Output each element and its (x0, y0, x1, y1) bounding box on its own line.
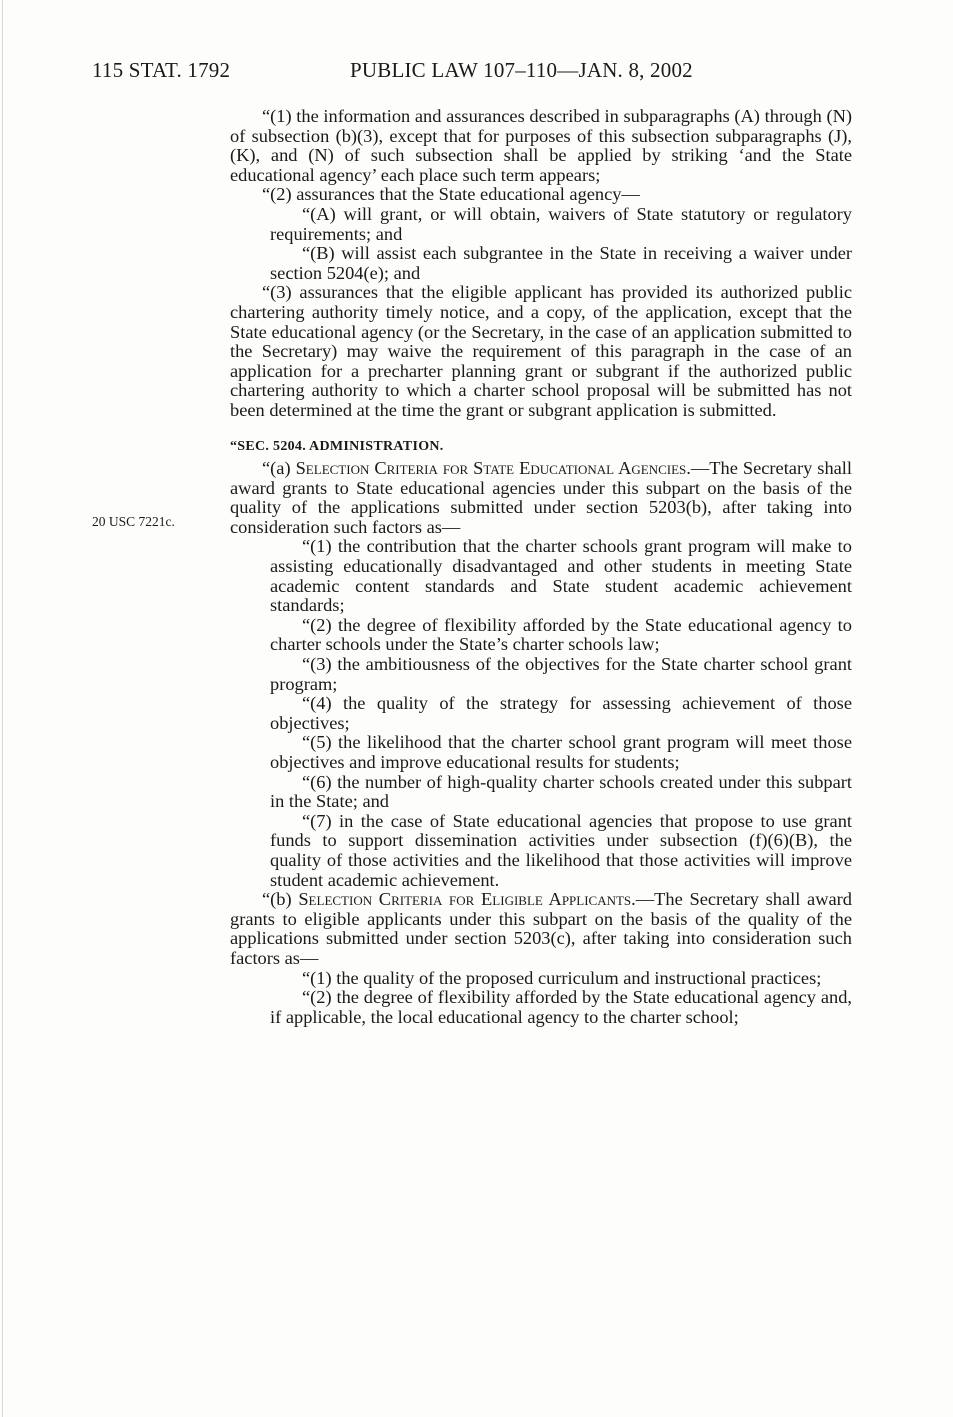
paragraph-1: “(1) the information and assurances described in subparagraphs (A) through (N) of subsection (b)(3), except that for purposes of this subsection subparagraphs (J), (K), and (N) of such subsection shall be applied by striking ‘and the State educational agency’ each place such term appears; (230, 106, 852, 185)
page-number: 115 STAT. 1792 (92, 58, 231, 82)
paragraph-3: “(3) assurances that the eligible applicant has provided its authorized public chartering authority timely notice, and a copy, of the application, except that the State educational agency (or the Secretary, in the case of an application submitted to the Secretary) may waive the requirement of this paragraph in the case of an application for a precharter planning grant or subgrant if the authorized public chartering authority to which a charter school proposal will be submitted has not been determined at the time the grant or subgrant application is submitted. (230, 282, 852, 420)
paragraph-2: “(2) assurances that the State educational agency— (262, 184, 640, 205)
page-header (92, 58, 852, 86)
margin-citation: 20 USC 7221c. (92, 514, 175, 529)
subsection-a (230, 459, 852, 537)
subparagraph-b: “(B) will assist each subgrantee in the State in receiving a waiver under section 5204(e); and (270, 243, 852, 283)
criterion-a-5: “(5) the likelihood that the charter school grant program will meet those objectives and improve educational results for students; (270, 732, 852, 772)
criterion-a-3: “(3) the ambitiousness of the objectives for the State charter school grant program; (270, 654, 852, 694)
criterion-a-4: “(4) the quality of the strategy for assessing achievement of those objectives; (270, 693, 852, 733)
subsection-b-caption: Selection Criteria for Eligible Applicants. (298, 889, 636, 910)
criterion-b-1: “(1) the quality of the proposed curriculum and instructional practices; (302, 967, 822, 988)
section-heading: “SEC. 5204. ADMINISTRATION. (230, 438, 444, 454)
criterion-b-2: “(2) the degree of flexibility afforded by the State educational agency and, if applicable, the local educational agency to the charter school; (270, 987, 852, 1027)
criterion-a-2: “(2) the degree of flexibility afforded by the State educational agency to charter schools under the State’s charter schools law; (270, 614, 852, 655)
subsection-b-prefix: “(b) (262, 889, 299, 910)
criterion-a-1: “(1) the contribution that the charter schools grant program will make to assisting educationally disadvantaged and other students in meeting State academic content standards and State student academic achievement standards; (270, 536, 852, 616)
subsection-a-caption: Selection Criteria for State Educational Agencies. (295, 458, 691, 479)
running-head: PUBLIC LAW 107–110—JAN. 8, 2002 (350, 58, 693, 82)
subsection-a-text: —The Secretary shall award grants to State educational agencies under this subpart on the basis of the quality of the applications submitted under section 5203(b), after taking into consideration such factors as— (230, 458, 853, 537)
subsection-b (230, 890, 852, 968)
subsection-b-text: —The Secretary shall award grants to eligible applicants under this subpart on the basis of the quality of the applications submitted under section 5203(c), after taking into consideration such factors as— (230, 889, 852, 968)
subsection-a-prefix: “(a) (262, 458, 296, 479)
scan-edge-line (2, 0, 3, 1417)
criterion-a-7: “(7) in the case of State educational agencies that propose to use grant funds to support dissemination activities under subsection (f)(6)(B), the quality of those activities and the likelihood that those activities will improve student academic achievement. (270, 810, 852, 890)
criterion-a-6: “(6) the number of high-quality charter schools created under this subpart in the State; and (270, 771, 852, 812)
statute-body (230, 107, 852, 1027)
subparagraph-a: “(A) will grant, or will obtain, waivers of State statutory or regulatory requirements; and (270, 203, 852, 244)
